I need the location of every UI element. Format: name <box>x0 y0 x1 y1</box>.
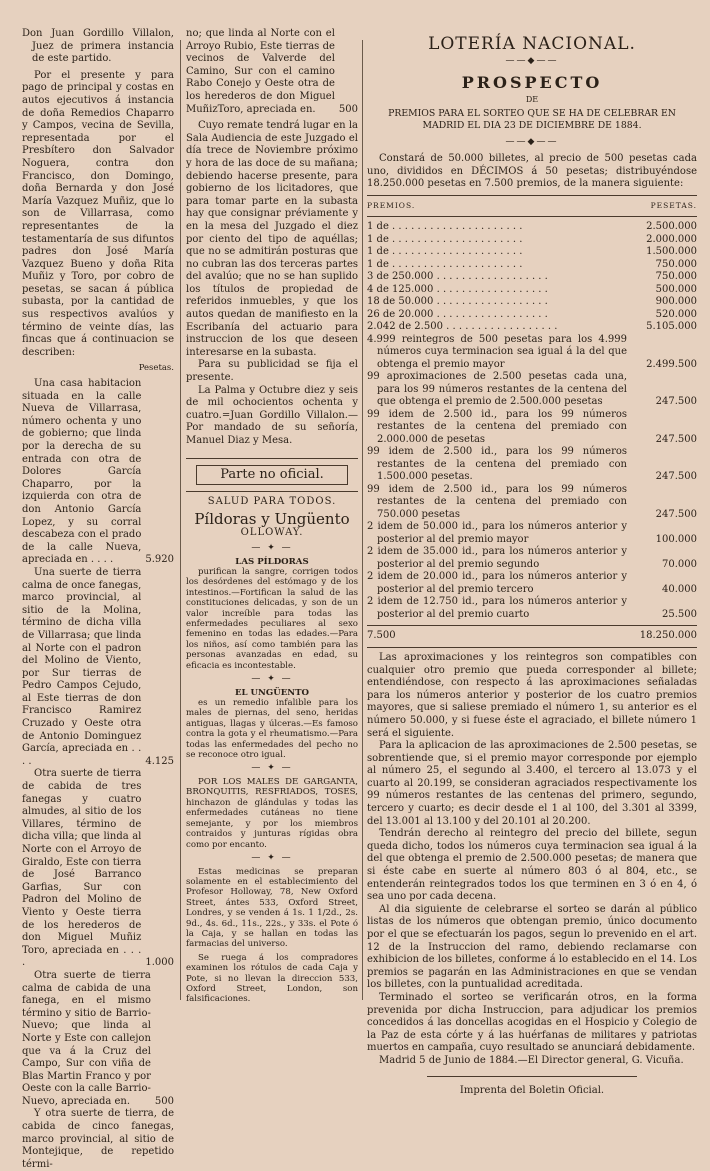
rules-paragraph: Al dia siguiente de celebrarse el sorteo se darán al público listas de los números que obtengan premio, único documento por el que se efectuarán los pagos, segun lo prevenido en el art. 12 de la Instruccion del ramo, debiendo reclamarse con exhibicion de los billetes, conforme á lo establecido en el 14. Los premios se pagarán en las Administraciones en que se vendan los billetes, con la puntualidad acreditada. <box>367 903 697 991</box>
ornament-divider: ——◆—— <box>505 137 559 148</box>
list-item <box>22 970 174 1109</box>
property-amount: 4.125 <box>145 755 174 767</box>
table-row <box>367 259 697 272</box>
table-row <box>367 246 697 259</box>
list-item <box>22 567 174 769</box>
ornament-divider: — ✦ — <box>251 852 293 863</box>
list-item <box>186 28 358 116</box>
prize-value: 70.000 <box>662 558 697 570</box>
total-row <box>367 630 697 643</box>
table-row <box>367 271 697 284</box>
rules-paragraph: Terminado el sorteo se verificarán otros, en la forma prevenida por dicha Instruccion, para adjudicar los premios concedidos á las doncellas acogidas en el Hospicio y Colegio de la Paz de esta córte y á las huérfanas de militares y patriotas muertos en campaña, cuyo resultado se anunciará debidamente. <box>367 991 697 1054</box>
prize-value: 1.500.000 <box>646 246 697 258</box>
total-count: 7.500 <box>367 630 396 642</box>
ornament-divider: ——◆—— <box>505 55 559 66</box>
prize-value: 750.000 <box>655 258 697 270</box>
prize-value: 40.000 <box>662 583 697 595</box>
table-row <box>367 521 697 546</box>
pesetas-label: Pesetas. <box>138 363 174 374</box>
property-text: Y otra suerte de tierra, de cabida de cinco fanegas, marco provincial, al sitio de Montejique, de repetido térmi- <box>22 1108 174 1170</box>
property-amount: 500 <box>154 1095 174 1107</box>
ad-brand: OLLOWAY. <box>240 527 304 539</box>
prize-label: 2.042 de 2.500 . . . . . . . . . . . . . . . . . . <box>367 321 558 333</box>
table-row <box>367 484 697 522</box>
de-label: DE <box>525 94 539 104</box>
prize-label: 2 idem de 20.000 id., para los números anterior y posterior al del premio tercero <box>367 571 627 595</box>
prize-label: 26 de 20.000 . . . . . . . . . . . . . . . . . . <box>367 308 548 320</box>
signature-line: Madrid 5 de Junio de 1884.—El Director general, G. Vicuña. <box>379 1054 684 1066</box>
preparation-text: Estas medicinas se preparan solamente en el establecimiento del Profesor Holloway, 78, New Oxford Street, ántes 533, Oxford Street, Londres, y se venden á 1s. 1 1/2d., 2s. 9d., 4s. 6d., 11s., 22s., y 33s. el Pote ó la Caja, y se hallan en todas las farmacias del universo. <box>186 866 358 950</box>
prize-value: 2.500.000 <box>646 221 697 233</box>
column-1 <box>22 28 174 1171</box>
unguento-text: es un remedio infalible para los males de piernas, del seno, heridas antiguas, llagas y úlceras.—Es famoso contra la gota y el rheumatismo.—Para todas las enfermedades del pecho no se reconoce otro igual. <box>186 698 358 761</box>
property-text: no; que linda al Norte con el Arroyo Rubio, Este tierras de vecinos de Valverde del Camino, Sur con el camino Rabo Conejo y Oeste otra de los herederos de don Miguel MuñizToro, apreciada en. <box>186 28 335 115</box>
divider <box>427 1076 637 1077</box>
signature-line: La Palma y Octubre diez y seis de mil ochocientos ochenta y cuatro.=Juan Gordillo Villalon.—Por mandado de su señoría, Manuel Diaz y Mesa. <box>186 384 358 446</box>
prospecto-subtitle: PREMIOS PARA EL SORTEO QUE SE HA DE CELEBRAR EN MADRID EL DIA 23 DE DICIEMBRE DE 1884. <box>388 108 676 132</box>
prize-value: 2.499.500 <box>646 358 697 370</box>
prize-label: 99 idem de 2.500 id., para los 99 números restantes de la centena del premiado con 2.000.000 de pesetas <box>367 408 627 445</box>
column-rule <box>362 40 363 1000</box>
table-row <box>367 309 697 322</box>
pesetas-header: PESETAS. <box>650 200 697 210</box>
property-amount: 1.000 <box>145 957 174 969</box>
total-value: 18.250.000 <box>639 630 697 642</box>
table-row <box>367 371 697 409</box>
auction-terms: Cuyo remate tendrá lugar en la Sala Audiencia de este Juzgado el día trece de Noviembre próximo y hora de las doce de su mañana; debiendo hacerse presente, para gobierno de los licitadores, que para tomar parte en la subasta hay que consignar préviamente y en la mesa del Juzgado el diez por ciento del tipo de aquéllas; que no se admitirán posturas que no cubran las dos terceras partes del avalúo; que no se han suplido los títulos de propiedad de referidos inmuebles, y que los autos quedan de manifiesto en la Escribanía del actuario para instruccion de los que deseen interesarse en la subasta. <box>186 120 358 358</box>
prize-label: 2 idem de 50.000 id., para los números anterior y posterior al del premio mayor <box>367 521 627 545</box>
table-row <box>367 284 697 297</box>
table-row <box>367 221 697 234</box>
prize-label: 4.999 reintegros de 500 pesetas para los 4.999 números cuya terminacion sea igual á la del que obtenga el premio mayor <box>367 333 627 370</box>
prize-label: 1 de . . . . . . . . . . . . . . . . . . . . . <box>367 233 523 245</box>
property-amount: 500 <box>338 103 358 115</box>
prize-value: 5.105.000 <box>646 321 697 333</box>
page-title: LOTERÍA NACIONAL. <box>428 34 636 54</box>
divider <box>367 195 697 196</box>
property-text: Otra suerte de tierra de cabida de tres fanegas y cuatro almudes, al sitio de los Villares, término de dicha villa; que linda al Norte con el Arroyo de Giraldo, Este con tierra de José Barranco Garfias, Sur con Padron del Molino de Viento y Oeste tierra de los herederos de don Miguel Muñiz Toro, apreciada en . . . . <box>22 768 142 969</box>
edict-body: Por el presente y para pago de principal y costas en autos ejecutivos á instancia de doña Remedios Chaparro y Campos, vecina de Sevilla, representada por el Presbítero don Salvador Noguera, contra don Francisco, don Domingo, doña Bernarda y don José María Vazquez Muñiz, que lo son de Villarrasa, como representantes de la testamentaría de sus difuntos padres don José María Vazquez Bueno y doña Rita Muñiz y Toro, por cobro de pesetas, se sacan á pública subasta, por la cantidad de sus respectivos avalúos y término de veinte días, las fincas que á continuacion se describen: <box>22 69 174 358</box>
prize-label: 18 de 50.000 . . . . . . . . . . . . . . . . . . <box>367 296 548 308</box>
prize-value: 247.500 <box>655 471 697 483</box>
table-row <box>367 409 697 447</box>
prize-label: 1 de . . . . . . . . . . . . . . . . . . . . . <box>367 258 523 270</box>
garganta-text: POR LOS MALES DE GARGANTA, BRONQUITIS, RESFRIADOS, TOSES, hinchazon de glándulas y todas las enfermedades cutáneas no tiene semejante, y por los miembros contraidos y junturas rígidas obra como por encanto. <box>186 777 358 850</box>
section-heading: Parte no oficial. <box>196 465 348 486</box>
divider <box>367 216 697 217</box>
ornament-divider: — ✦ — <box>251 542 293 553</box>
prize-value: 100.000 <box>655 533 697 545</box>
prize-label: 99 idem de 2.500 id., para los 99 números restantes de la centena del premiado con 1.500.000 pesetas. <box>367 446 627 483</box>
column-rule <box>180 40 181 1000</box>
divider <box>367 647 697 648</box>
divider <box>186 491 358 492</box>
prize-value: 247.500 <box>655 396 697 408</box>
divider <box>367 625 697 626</box>
imprint: Imprenta del Boletin Oficial. <box>459 1084 605 1096</box>
rules-paragraph: Las aproximaciones y los reintegros son compatibles con cualquier otro premio que pueda corresponder al billete; entendiéndose, con respecto á las aproximaciones señaladas para los números anterior y posterior de los cuatro premios mayores, que si saliese premiado el número 1, su anterior es el número 50.000, y si fuese éste el agraciado, el billete número 1 será el siguiente. <box>367 651 697 739</box>
property-text: Una casa habitacion situada en la calle Nueva de Villarrasa, número ochenta y uno de gobierno; que linda por la derecha de su entrada con otra de Dolores García Chaparro, por la izquierda con otra de don Antonio García Lopez, y su corral descabeza con el prado de la calle Nueva, apreciada en . . . . <box>22 378 142 566</box>
ad-tagline: SALUD PARA TODOS. <box>207 496 337 508</box>
prize-value: 2.000.000 <box>646 233 697 245</box>
table-row <box>367 334 697 372</box>
divider <box>186 458 358 459</box>
pildoras-heading: LAS PÍLDORAS <box>235 556 309 567</box>
premios-header: PREMIOS. <box>367 200 416 210</box>
table-row <box>367 296 697 309</box>
table-header <box>367 200 697 213</box>
table-row <box>367 571 697 596</box>
prize-value: 247.500 <box>655 508 697 520</box>
property-text: Una suerte de tierra calma de once fanegas, marco provincial, al sitio de la Molina, término de dicha villa de Villarrasa; que linda al Norte con el padron del Molino de Viento, por Sur tierras de Pedro Campos Cejudo, al Este tierras de don Francisco Ramirez Cruzado y Oeste otra de Antonio Dominguez García, apreciada en . . . . <box>22 566 142 767</box>
ornament-divider: — ✦ — <box>251 674 293 685</box>
property-text: Otra suerte de tierra calma de cabida de una fanega, en el mismo término y sitio de Barrio-Nuevo; que linda al Norte y Este con callejon que va á la Cruz del Campo, Sur con viña de Blas Martin Franco y por Oeste con la calle Barrio-Nuevo, apreciada en. <box>22 969 151 1107</box>
prize-label: 1 de . . . . . . . . . . . . . . . . . . . . . <box>367 221 523 233</box>
ad-title: Píldoras y Ungüento <box>194 509 350 528</box>
rules-paragraph: Para la aplicacion de las aproximaciones de 2.500 pesetas, se sobrentiende que, si el premio mayor corresponde por ejemplo al número 25, el segundo al 3.400, el tercero al 13.073 y el cuarto al 20.199, se consideran agraciados respectivamente los 99 números restantes de las centenas del primero, segundo, tercero y cuarto; es decir desde el 1 al 100, del 3.301 al 3399, del 13.001 al 13.100 y del 20.101 al 20.200. <box>367 740 697 827</box>
rules-paragraph: Tendrán derecho al reintegro del precio del billete, segun queda dicho, todos los números cuya terminacion sea igual á la del que obtenga el premio de 2.500.000 pesetas; de manera que si éste cabe en suerte al número 803 ó al 804, etc., se entenderán reintegrados todos los que terminen en 3 ó en 4, ó sea uno por cada decena. <box>367 828 697 903</box>
prize-label: 3 de 250.000 . . . . . . . . . . . . . . . . . . <box>367 271 548 283</box>
prize-label: 99 idem de 2.500 id., para los 99 números restantes de la centena del premiado con 750.000 pesetas <box>367 483 627 520</box>
prize-label: 2 idem de 12.750 id., para los números anterior y posterior al del premio cuarto <box>367 596 627 620</box>
list-item <box>22 768 174 970</box>
edict-header: Don Juan Gordillo Villalon, Juez de primera instancia de este partido. <box>22 28 174 65</box>
table-row <box>367 446 697 484</box>
prize-value: 25.500 <box>662 608 697 620</box>
prize-label: 1 de . . . . . . . . . . . . . . . . . . . . . <box>367 246 523 258</box>
prize-value: 500.000 <box>655 283 697 295</box>
intro-text: Constará de 50.000 billetes, al precio de 500 pesetas cada uno, divididos en DÉCIMOS á 50 pesetas; distribuyéndose 18.250.000 pesetas en 7.500 premios, de la manera siguiente: <box>367 152 697 190</box>
prize-label: 99 aproximaciones de 2.500 pesetas cada una, para los 99 números restantes de la centena del que obtenga el premio de 2.500.000 pesetas <box>367 371 627 408</box>
prize-value: 900.000 <box>655 296 697 308</box>
publicity-note: Para su publicidad se fija el presente. <box>186 359 358 384</box>
ornament-divider: — ✦ — <box>251 763 293 774</box>
table-row <box>367 234 697 247</box>
prize-value: 520.000 <box>655 308 697 320</box>
table-row <box>367 596 697 621</box>
column-3 <box>367 28 697 1097</box>
prize-table <box>367 221 697 621</box>
table-row <box>367 321 697 334</box>
list-item <box>22 1108 174 1171</box>
list-item <box>22 378 174 567</box>
prospecto-heading: PROSPECTO <box>461 73 603 93</box>
prize-label: 4 de 125.000 . . . . . . . . . . . . . . . . . . <box>367 283 548 295</box>
property-amount: 5.920 <box>145 554 174 566</box>
pildoras-text: purifican la sangre, corrigen todos los desórdenes del estómago y de los intestinos.—Fortifican la salud de las constituciones delicadas, y son de un valor increíble para todas las enfermedades peculiares al sexo femenino en todas las edades.—Para los niños, así como también para las personas avanzadas en edad, su eficacia es incontestable. <box>186 566 358 671</box>
prize-value: 750.000 <box>655 271 697 283</box>
column-2 <box>186 28 358 1005</box>
prize-label: 2 idem de 35.000 id., para los números anterior y posterior al del premio segundo <box>367 546 627 570</box>
prize-value: 247.500 <box>655 433 697 445</box>
unguento-heading: EL UNGÜENTO <box>234 687 310 698</box>
warning-text: Se ruega á los compradores examinen los rótulos de cada Caja y Pote, si no llevan la direccion 533, Oxford Street, London, son falsificaciones. <box>186 952 358 1005</box>
table-row <box>367 546 697 571</box>
